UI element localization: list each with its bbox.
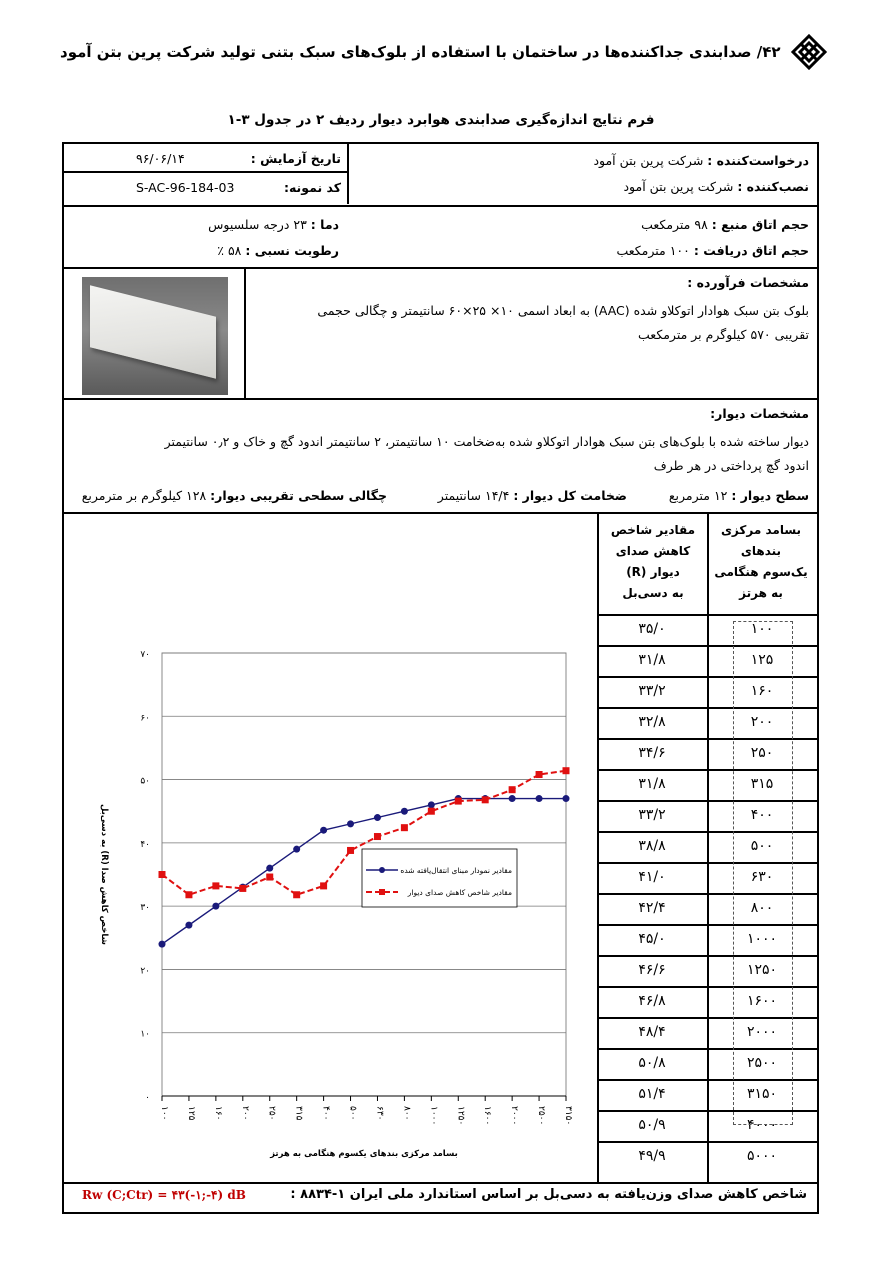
x-tick-label: ۱۶۰ [212, 1106, 223, 1121]
freq-cell: ۳۱۵۰ [746, 1086, 778, 1102]
y-tick-label: ۶۰ [140, 713, 150, 724]
r-value-cell: ۳۳/۲ [638, 683, 666, 699]
freq-cell: ۱۲۵ [750, 652, 774, 668]
product-section [64, 269, 817, 400]
r-value-cell: ۵۰/۹ [638, 1117, 666, 1133]
wall-area-label: سطح دیوار : [731, 488, 809, 503]
freq-cell: ۲۰۰۰ [746, 1024, 778, 1040]
freq-highlight-box [733, 621, 793, 1125]
product-description [252, 299, 809, 347]
sample-code-label: کد نمونه: [283, 180, 341, 195]
series-point [536, 795, 543, 802]
x-tick-label: ۶۳۰ [374, 1106, 385, 1121]
r-value-cell: ۴۵/۰ [638, 931, 666, 947]
wall-area-value: ۱۲ مترمربع [668, 488, 728, 503]
series-point [239, 885, 246, 892]
x-tick-label: ۲۵۰۰ [536, 1106, 547, 1126]
product-line-2: تقریبی ۵۷۰ کیلوگرم بر مترمکعب [638, 327, 809, 342]
results-table [597, 514, 817, 1182]
weighted-index-value: Rw (C;Ctr) = ۴۳(-۱;-۴) dB [82, 1188, 246, 1202]
temperature-label: دما : [310, 217, 339, 232]
series-point [374, 814, 381, 821]
y-axis-title: شاخص کاهش صدا (R) به دسی‌بل [99, 804, 109, 945]
series-point [563, 795, 570, 802]
r-value-cell: ۳۳/۲ [638, 807, 666, 823]
freq-cell: ۳۱۵ [750, 776, 774, 792]
temperature-value: ۲۳ درجه سلسیوس [208, 217, 307, 232]
r-value-cell: ۳۲/۸ [638, 714, 666, 730]
test-date-value: ۹۶/۰۶/۱۴ [136, 151, 185, 166]
product-line-1: بلوک بتن سبک هوادار اتوکلاو شده (AAC) به ابعاد اسمی ۱۰× ۲۵×۶۰ سانتیمتر و چگالی حجمی [317, 303, 809, 318]
x-tick-label: ۱۰۰۰ [428, 1106, 439, 1126]
series-point [347, 847, 354, 854]
series-point [509, 795, 516, 802]
r-value-cell: ۳۸/۸ [638, 838, 666, 854]
product-label: مشخصات فرآورده : [687, 275, 809, 290]
series-point [428, 808, 435, 815]
r-column-header: مقادیر شاخص کاهش صدای دیوار (R) به دسی‌بل [610, 523, 696, 600]
series-point [266, 874, 273, 881]
x-tick-label: ۱۲۵ [185, 1106, 196, 1121]
series-point [266, 865, 273, 872]
y-tick-label: ۷۰ [140, 650, 150, 660]
wall-label: مشخصات دیوار: [710, 406, 809, 421]
x-tick-label: ۲۰۰۰ [509, 1106, 520, 1126]
series-point [320, 827, 327, 834]
freq-cell: ۲۰۰ [750, 714, 774, 730]
series-point [293, 846, 300, 853]
legend-label: مقادیر نمودار مبنای انتقال‌یافته شده [400, 866, 512, 875]
freq-cell: ۱۶۰۰ [746, 993, 778, 1009]
x-tick-label: ۴۰۰ [320, 1106, 331, 1121]
r-value-cell: ۳۵/۰ [638, 621, 666, 637]
sample-code-value: S-AC-96-184-03 [136, 180, 235, 195]
y-tick-label: ۳۰ [140, 903, 150, 914]
wall-density-label: چگالی سطحی تقریبی دیوار: [210, 488, 387, 503]
series-point [401, 824, 408, 831]
results-section [64, 514, 817, 1184]
r-value-cell: ۳۴/۶ [638, 745, 666, 761]
x-tick-label: ۲۰۰ [239, 1106, 250, 1121]
weighted-index-footer [64, 1180, 817, 1212]
freq-cell: ۴۰۰۰ [746, 1117, 778, 1133]
aac-block-image [90, 285, 216, 378]
r-value-cell: ۵۱/۴ [638, 1086, 666, 1102]
r-value-cell: ۴۲/۴ [638, 900, 666, 916]
x-tick-label: ۲۵۰ [266, 1106, 277, 1121]
x-tick-label: ۸۰۰ [401, 1106, 412, 1121]
wall-thickness-value: ۱۴/۴ سانتیمتر [437, 488, 510, 503]
series-point [509, 786, 516, 793]
y-tick-label: ۴۰ [140, 839, 150, 850]
r-value-cell: ۳۱/۸ [638, 776, 666, 792]
requester-value: شرکت پرین بتن آمود [593, 153, 704, 168]
weighted-index-label: شاخص کاهش صدای وزن‌یافته به دسی‌بل بر اساس استاندارد ملی ایران ۱-۸۸۳۴ : [290, 1187, 807, 1202]
wall-description [74, 430, 809, 478]
freq-cell: ۸۰۰ [750, 900, 774, 916]
freq-cell: ۱۰۰۰ [746, 931, 778, 947]
series-point [185, 891, 192, 898]
humidity-value: ۵۸ ٪ [217, 243, 242, 258]
r-value-cell: ۴۱/۰ [638, 869, 666, 885]
page-title: ۴۲/ صدابندی جداکننده‌ها در ساختمان با استفاده از بلوک‌های سبک بتنی تولید شرکت پرین بتن آمود [60, 43, 781, 61]
series-point [159, 941, 166, 948]
series-point [212, 882, 219, 889]
freq-cell: ۵۰۰ [750, 838, 774, 854]
receive-room-label: حجم اتاق دریافت : [693, 243, 809, 258]
series-point [320, 882, 327, 889]
form-subtitle: فرم نتایج اندازه‌گیری صدابندی هوابرد دیوار ردیف ۲ در جدول ۳-۱ [227, 112, 655, 128]
series-point [428, 801, 435, 808]
knot-logo-icon [791, 34, 827, 70]
y-tick-label: ۲۰ [140, 966, 150, 977]
series-point [401, 808, 408, 815]
page-header [60, 32, 832, 72]
series-point [374, 833, 381, 840]
series-point [563, 767, 570, 774]
info-section-requester [64, 144, 817, 207]
legend-box [362, 849, 517, 907]
freq-cell: ۵۰۰۰ [746, 1148, 778, 1164]
freq-cell: ۱۲۵۰ [746, 962, 778, 978]
info-section-rooms [64, 207, 817, 269]
legend-marker [379, 867, 385, 873]
freq-cell: ۴۰۰ [750, 807, 774, 823]
series-point [347, 820, 354, 827]
receive-room-value: ۱۰۰ مترمکعب [616, 243, 690, 258]
test-date-label: تاریخ آزمایش : [250, 151, 341, 166]
r-value-cell: ۳۱/۸ [638, 652, 666, 668]
x-tick-label: ۱۲۵۰ [455, 1106, 466, 1126]
x-tick-label: ۳۱۵ [293, 1106, 304, 1121]
source-room-value: ۹۸ مترمکعب [641, 217, 708, 232]
reduction-index-chart [64, 514, 599, 1182]
humidity-label: رطوبت نسبی : [245, 243, 339, 258]
freq-cell: ۲۵۰ [750, 745, 774, 761]
x-tick-label: ۱۰۰ [159, 1106, 169, 1121]
wall-density-value: ۱۲۸ کیلوگرم بر مترمربع [81, 488, 207, 503]
product-photo [82, 277, 228, 395]
y-tick-label: ۵۰ [140, 776, 150, 787]
wall-thickness-label: ضخامت کل دیوار : [513, 488, 627, 503]
series-point [455, 798, 462, 805]
series-point [293, 891, 300, 898]
freq-cell: ۶۳۰ [750, 869, 774, 885]
series-point [482, 796, 489, 803]
r-value-cell: ۴۶/۸ [638, 993, 666, 1009]
legend-marker [379, 889, 385, 895]
freq-cell: ۱۰۰ [750, 621, 774, 637]
wall-line-2: اندود گچ پرداختی در هر طرف [653, 458, 809, 473]
legend-label: مقادیر شاخص کاهش صدای دیوار [407, 888, 512, 897]
series-point [536, 771, 543, 778]
y-tick-label: ۰ [145, 1093, 150, 1103]
installer-value: شرکت پرین بتن آمود [623, 179, 734, 194]
report-frame [62, 142, 819, 1214]
requester-label: درخواست‌کننده : [707, 153, 809, 168]
x-axis-title: بسامد مرکزی بندهای یکسوم هنگامی به هرتز [270, 1149, 458, 1159]
series-point [185, 922, 192, 929]
freq-cell: ۲۵۰۰ [746, 1055, 778, 1071]
x-tick-label: ۳۱۵۰ [563, 1106, 573, 1126]
freq-column-header: بسامد مرکزی بندهای یک‌سوم هنگامی به هرتز [714, 523, 808, 600]
series-point [159, 871, 166, 878]
r-value-cell: ۴۶/۶ [638, 962, 666, 978]
freq-cell: ۱۶۰ [750, 683, 774, 699]
x-tick-label: ۱۶۰۰ [482, 1106, 493, 1126]
source-room-label: حجم اتاق منبع : [711, 217, 809, 232]
r-value-cell: ۵۰/۸ [638, 1055, 666, 1071]
installer-label: نصب‌کننده : [737, 179, 809, 194]
r-value-cell: ۴۸/۴ [638, 1024, 666, 1040]
wall-line-1: دیوار ساخته شده با بلوک‌های بتن سبک هوادار اتوکلاو شده به‌ضخامت ۱۰ سانتیمتر، ۲ سانتیمتر اندود گچ و خاک و ۰٫۲ سانتیمتر [164, 434, 809, 449]
series-point [212, 903, 219, 910]
wall-section [64, 400, 817, 514]
r-value-cell: ۴۹/۹ [638, 1148, 666, 1164]
y-tick-label: ۱۰ [140, 1029, 150, 1040]
table-row [597, 1141, 817, 1172]
x-tick-label: ۵۰۰ [347, 1106, 358, 1121]
